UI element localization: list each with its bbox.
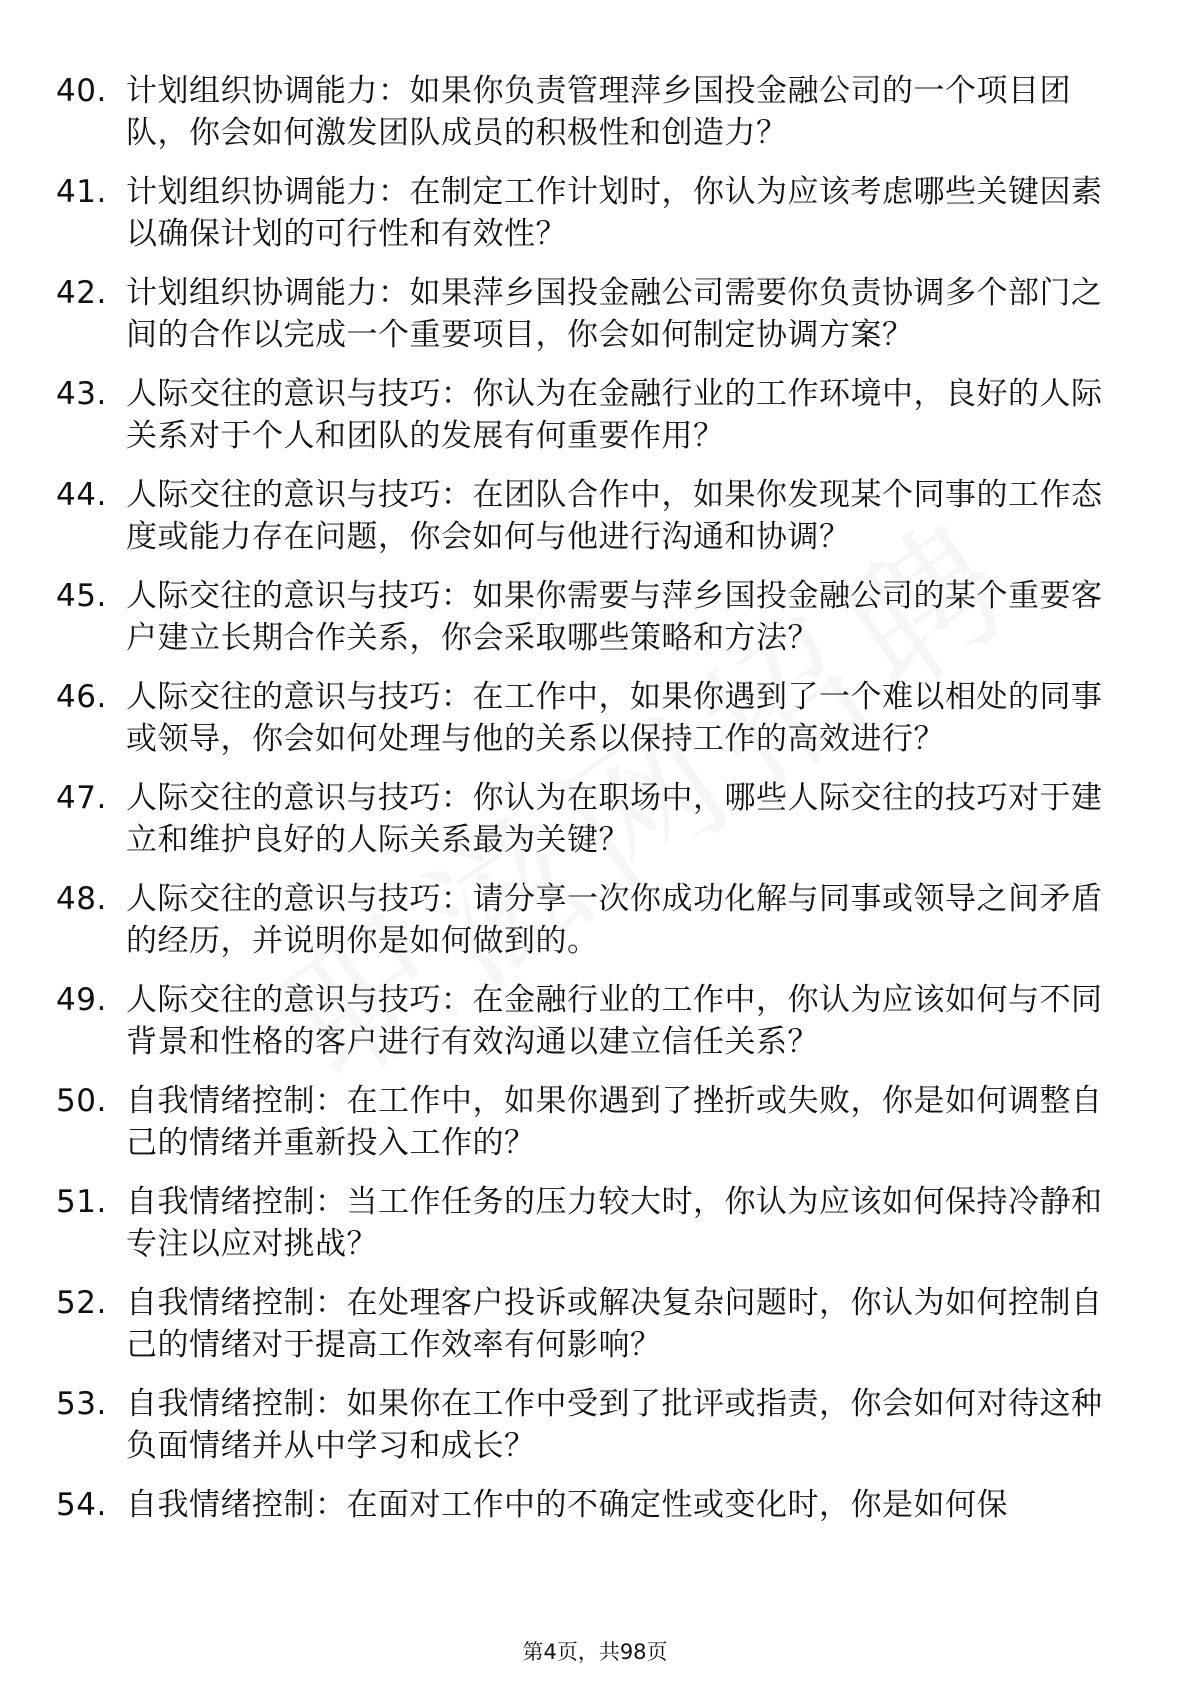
question-item	[0, 1383, 1190, 1467]
question-number: 54.	[56, 1487, 107, 1523]
question-text: 自我情绪控制：在处理客户投诉或解决复杂问题时，你认为如何控制自己的情绪对于提高工作效率有何影响？	[126, 1285, 1103, 1363]
question-item	[0, 1484, 1190, 1526]
question-number: 53.	[56, 1386, 107, 1422]
question-item	[0, 1080, 1190, 1164]
question-item	[0, 878, 1190, 962]
question-item	[0, 171, 1190, 255]
question-text: 人际交往的意识与技巧：在金融行业的工作中，你认为应该如何与不同背景和性格的客户进行有效沟通以建立信任关系？	[126, 982, 1103, 1060]
question-number: 52.	[56, 1285, 107, 1321]
question-text: 自我情绪控制：当工作任务的压力较大时，你认为应该如何保持冷静和专注以应对挑战？	[126, 1184, 1103, 1262]
question-text: 人际交往的意识与技巧：请分享一次你成功化解与同事或领导之间矛盾的经历，并说明你是如何做到的。	[126, 881, 1103, 959]
question-number: 50.	[56, 1083, 107, 1119]
question-number: 47.	[56, 780, 107, 816]
question-number: 46.	[56, 679, 107, 715]
question-item	[0, 1282, 1190, 1366]
question-text: 计划组织协调能力：如果你负责管理萍乡国投金融公司的一个项目团队，你会如何激发团队成员的积极性和创造力？	[126, 73, 1071, 151]
question-text: 人际交往的意识与技巧：你认为在金融行业的工作环境中，良好的人际关系对于个人和团队的发展有何重要作用？	[126, 376, 1103, 454]
question-number: 41.	[56, 174, 107, 210]
question-item	[0, 1181, 1190, 1265]
question-number: 44.	[56, 477, 107, 513]
question-number: 42.	[56, 275, 107, 311]
question-number: 51.	[56, 1184, 107, 1220]
page-footer: 第4页，共98页	[522, 1640, 668, 1664]
question-list	[0, 70, 1190, 1543]
question-number: 43.	[56, 376, 107, 412]
question-item	[0, 676, 1190, 760]
question-item	[0, 272, 1190, 356]
question-number: 45.	[56, 578, 107, 614]
question-item	[0, 979, 1190, 1063]
question-number: 40.	[56, 73, 107, 109]
question-number: 49.	[56, 982, 107, 1018]
question-number: 48.	[56, 881, 107, 917]
question-text: 自我情绪控制：如果你在工作中受到了批评或指责，你会如何对待这种负面情绪并从中学习和成长？	[126, 1386, 1103, 1464]
question-item	[0, 777, 1190, 861]
question-text: 计划组织协调能力：如果萍乡国投金融公司需要你负责协调多个部门之间的合作以完成一个重要项目，你会如何制定协调方案？	[126, 275, 1103, 353]
question-text: 人际交往的意识与技巧：如果你需要与萍乡国投金融公司的某个重要客户建立长期合作关系，你会采取哪些策略和方法？	[126, 578, 1103, 656]
question-item	[0, 575, 1190, 659]
question-item	[0, 70, 1190, 154]
question-text: 人际交往的意识与技巧：在工作中，如果你遇到了一个难以相处的同事或领导，你会如何处理与他的关系以保持工作的高效进行？	[126, 679, 1103, 757]
question-text: 自我情绪控制：在工作中，如果你遇到了挫折或失败，你是如何调整自己的情绪并重新投入工作的？	[126, 1083, 1103, 1161]
question-item	[0, 373, 1190, 457]
question-text: 人际交往的意识与技巧：在团队合作中，如果你发现某个同事的工作态度或能力存在问题，你会如何与他进行沟通和协调？	[126, 477, 1103, 555]
question-item	[0, 474, 1190, 558]
question-text: 计划组织协调能力：在制定工作计划时，你认为应该考虑哪些关键因素以确保计划的可行性和有效性？	[126, 174, 1103, 252]
question-text: 人际交往的意识与技巧：你认为在职场中，哪些人际交往的技巧对于建立和维护良好的人际关系最为关键？	[126, 780, 1103, 858]
question-text: 自我情绪控制：在面对工作中的不确定性或变化时，你是如何保	[126, 1487, 1008, 1523]
